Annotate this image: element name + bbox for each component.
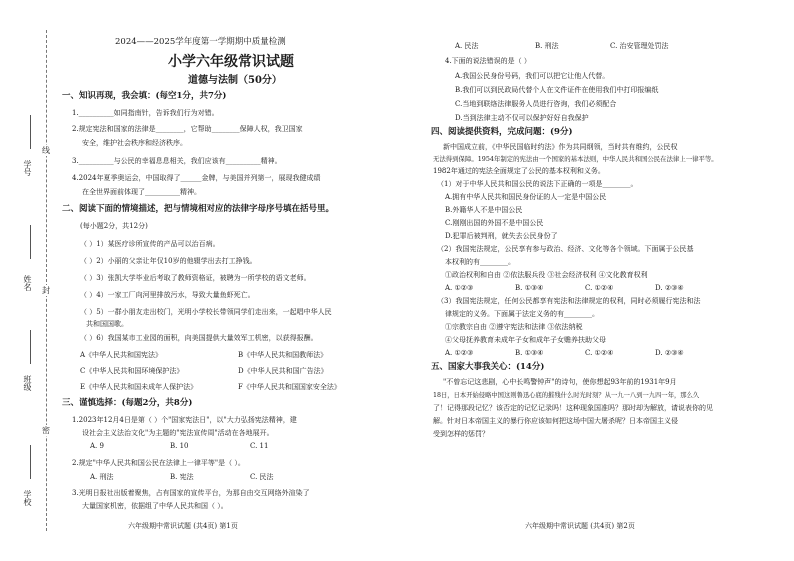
sec1-q2b: 安全，维护社会秩序和经济秩序。 — [82, 139, 187, 147]
binding-class-line — [30, 330, 31, 364]
cut-mark-2: 封 — [42, 286, 50, 295]
sec4-para-1: 新中国成立前，《中华民国临时约法》作为共同纲领，当时共有维约，公民权 — [443, 143, 678, 151]
law-option-a: A《中华人民共和国宪法》 — [80, 351, 163, 359]
sec2-item-5: （ ）5）一群小朋友走出校门，光明小学校长带领同学们走出来，一起唱中华人民 — [80, 308, 332, 316]
sec4-q2-opt-d: D. ②③④ — [655, 284, 684, 292]
sec5-line-5: 受到怎样的惩罚？ — [433, 430, 489, 438]
sec4-q3d: ④父母抚养教育未成年子女和成年子女赡养扶助父母 — [445, 336, 606, 344]
sec4-para-3: 1982年通过的宪法全面规定了公民的基本权利和义务。 — [433, 167, 605, 175]
sec3-q3b: 大量国家机密，依据组了中华人民共和国（ ）。 — [82, 502, 228, 510]
binding-number-label: 学号 — [23, 160, 32, 176]
sec3-q4: 4.下面的说法错误的是（ ） — [445, 57, 531, 65]
sec1-q3: 3.__________与公民的幸福息息相关，我们应该有__________精神。 — [72, 157, 282, 165]
sec4-q3-opt-c: C. ①②④ — [585, 349, 614, 357]
sec3-q3-opt-b: B. 刑法 — [535, 42, 559, 50]
cut-mark-3: 密 — [42, 426, 50, 435]
sec3-q1a: 1.2023年12月4日是第（ ）个"国家宪法日"，以"大力弘扬宪法精神，建 — [72, 416, 297, 424]
law-option-d: D《中华人民共和国广告法》 — [238, 367, 328, 375]
sec5-line-4: 解。针对日本帝国主义的暴行你应该如何把这场中国大屠杀呢？日本帝国主义侵 — [433, 417, 678, 425]
sec3-q1b: 设社会主义法治文化"为主题的"宪法宣传周"活动在各地展开。 — [82, 429, 274, 437]
sec4-q3a: （3）我国宪法规定，任何公民都享有宪法和法律规定的权利，同时必须履行宪法和法 — [437, 297, 701, 305]
left-page — [60, 0, 406, 561]
sec3-q2: 2.规定"中华人民共和国公民在法律上一律平等"是（ ）。 — [72, 459, 245, 467]
section-1-title: 一、知识再现，我会填：(每空1分，共7分) — [62, 91, 227, 101]
sec4-q3-opt-b: B. ①③④ — [515, 349, 544, 357]
sec4-q1-opt-b: B.外籍华人不是中国公民 — [445, 206, 523, 214]
binding-school-line — [30, 445, 31, 479]
binding-number-line — [30, 115, 31, 149]
sec2-item-1: （ ）1）某医疗诊所宣传的产品可以治百病。 — [80, 240, 220, 248]
binding-class-label: 班级 — [23, 375, 32, 391]
sec3-q3a: 3.光明日报社出版着聚焦，占有国家的宣传平台，为那自由交互网络外渲染了 — [72, 489, 310, 497]
cut-mark-1: 线 — [42, 146, 50, 155]
sec4-para-2: 无法得到保障。1954年制定的宪法由一个国家的基本法则，中华人民共和国公民在法律上一律平等。 — [433, 155, 718, 163]
section-5-title: 五、国家大事我关心：(14分) — [431, 362, 545, 372]
sec3-q4-opt-c: C.当地到联络法律服务人员进行咨询，我们必须配合 — [455, 100, 617, 108]
sec4-q3-opt-d: D. ②③④ — [655, 349, 684, 357]
sec3-q3-opt-c: C. 治安管理处罚法 — [610, 42, 669, 50]
binding-name-label: 姓名 — [23, 275, 32, 291]
sec2-item-6: （ ）6）我国某市工业园的面积，向美国提供大量效军工机密，以获得报酬。 — [80, 334, 318, 342]
exam-subtitle: 道德与法制（50分） — [188, 75, 282, 86]
sec4-q3b: 律规定的义务。下面属于法定义务的有________。 — [445, 310, 599, 318]
sec3-q2-opt-c: C. 民法 — [250, 473, 274, 481]
sec5-line-3: 了！记得那段记忆？该否定的记忆记录吗！这种现象国准吗？那时却为解放，请说表你的见 — [433, 404, 713, 412]
sec4-q3c: ①宗教宗自由 ②遵守宪法和法律 ③依法纳税 — [445, 323, 583, 331]
sec4-q3-opt-a: A. ①②③ — [445, 349, 474, 357]
right-page — [425, 0, 780, 561]
sec4-q2b: 本权利的有________。 — [445, 258, 515, 266]
sec1-q4a: 4.2024年夏季奥运会，中国取得了______金牌，与美国并列第一，展现我健成绩 — [72, 174, 321, 182]
sec2-item-3: （ ）3）张凯大学毕业后考取了教师资格证，被聘为一所学校的语文老师。 — [80, 274, 311, 282]
sec3-q1-opt-a: A. 9 — [90, 442, 104, 450]
sec1-q2a: 2.规定宪法和国家的法律是________，它帮助________保障人权，我卫国家 — [72, 125, 303, 133]
sec3-q4-opt-b: B.我们可以到民政局代替个人在文件证件在使用我们中打印报编纸 — [455, 86, 659, 94]
sec5-line-1: "不曾忘记这悲剧，心中长鸣警钟声"的诗句，使你想起93年前的1931年9月 — [443, 378, 677, 386]
sec2-item-2: （ ）2）小丽的父亲让年仅10岁的他辍学出去打工挣钱。 — [80, 257, 257, 265]
sec2-item-4: （ ）4）一家工厂向河里排放污水，导致大量鱼虾死亡。 — [80, 291, 255, 299]
section-2-note: (每小题2分，共12分) — [80, 222, 148, 230]
sec4-q2a: （2）我国宪法规定，公民享有参与政治、经济、文化等各个领域。下面属于公民基 — [437, 245, 694, 253]
law-option-b: B《中华人民共和国教师法》 — [238, 351, 328, 359]
exam-title: 小学六年级常识试题 — [168, 54, 294, 70]
left-page-footer: 六年级期中常识试题 (共4页) 第1页 — [128, 522, 238, 530]
sec4-q2-opt-b: B. ①③④ — [515, 284, 544, 292]
sec4-q2-opt-a: A. ①②③ — [445, 284, 474, 292]
sec3-q1-opt-b: B. 10 — [170, 442, 189, 450]
binding-school-label: 学校 — [23, 490, 32, 506]
binding-margin — [0, 0, 62, 561]
law-option-e: E《中华人民共和国未成年人保护法》 — [80, 383, 198, 391]
exam-header: 2024——2025学年度第一学期期中质量检测 — [115, 37, 286, 47]
sec2-item-5b: 共和国国歌。 — [86, 320, 128, 328]
law-option-c: C《中华人民共和国环境保护法》 — [80, 367, 184, 375]
sec3-q4-opt-d: D.当到法律主动不仅可以保护好好自我保护 — [455, 114, 589, 122]
cut-line — [46, 30, 47, 531]
right-page-footer: 六年级期中常识试题 (共4页) 第2页 — [525, 522, 635, 530]
sec3-q4-opt-a: A.我国公民身份号码，我们可以把它让他人代替。 — [455, 72, 610, 80]
section-3-title: 三、谨慎选择：(每题2分，共8分) — [62, 398, 193, 408]
sec5-line-2: 18日，日本开始侵略中国这则鲁迅心底的摧残什么时光时刻？从一九一八到一九四一年，那么久 — [433, 392, 700, 399]
section-2-title: 二、阅读下面的情境描述，把与情境相对应的法律字母序号填在括号里。 — [62, 204, 335, 214]
sec3-q1-opt-c: C. 11 — [250, 442, 269, 450]
sec1-q1: 1.__________如同指南针，告诉我们行为对错。 — [72, 109, 219, 117]
sec3-q2-opt-a: A. 刑法 — [90, 473, 114, 481]
sec4-q1-opt-a: A.拥有中华人民共和国民身份证的人一定是中国公民 — [445, 193, 607, 201]
sec4-q2-opt-c: C. ①②④ — [585, 284, 614, 292]
sec3-q3-opt-a: A. 民法 — [455, 42, 479, 50]
sec4-q1-opt-c: C.刚刚出国的外国不是中国公民 — [445, 219, 544, 227]
binding-name-line — [30, 225, 31, 259]
sec4-q1: （1）对于中华人民共和国公民的说法下正确的一项是________。 — [437, 180, 638, 188]
sec3-q2-opt-b: B. 宪法 — [170, 473, 194, 481]
law-option-f: F《中华人民共和国国家安全法》 — [238, 383, 341, 391]
sec4-q2-items: ①政治权利和自由 ②依法服兵役 ③社会经济权利 ④文化教育权利 — [445, 271, 648, 279]
sec4-q1-opt-d: D.犯罪后被判刑，就失去公民身份了 — [445, 232, 558, 240]
sec1-q4b: 在全世界面前体现了__________精神。 — [82, 188, 201, 196]
section-4-title: 四、阅读提供资料，完成问题：(9分) — [431, 127, 573, 137]
